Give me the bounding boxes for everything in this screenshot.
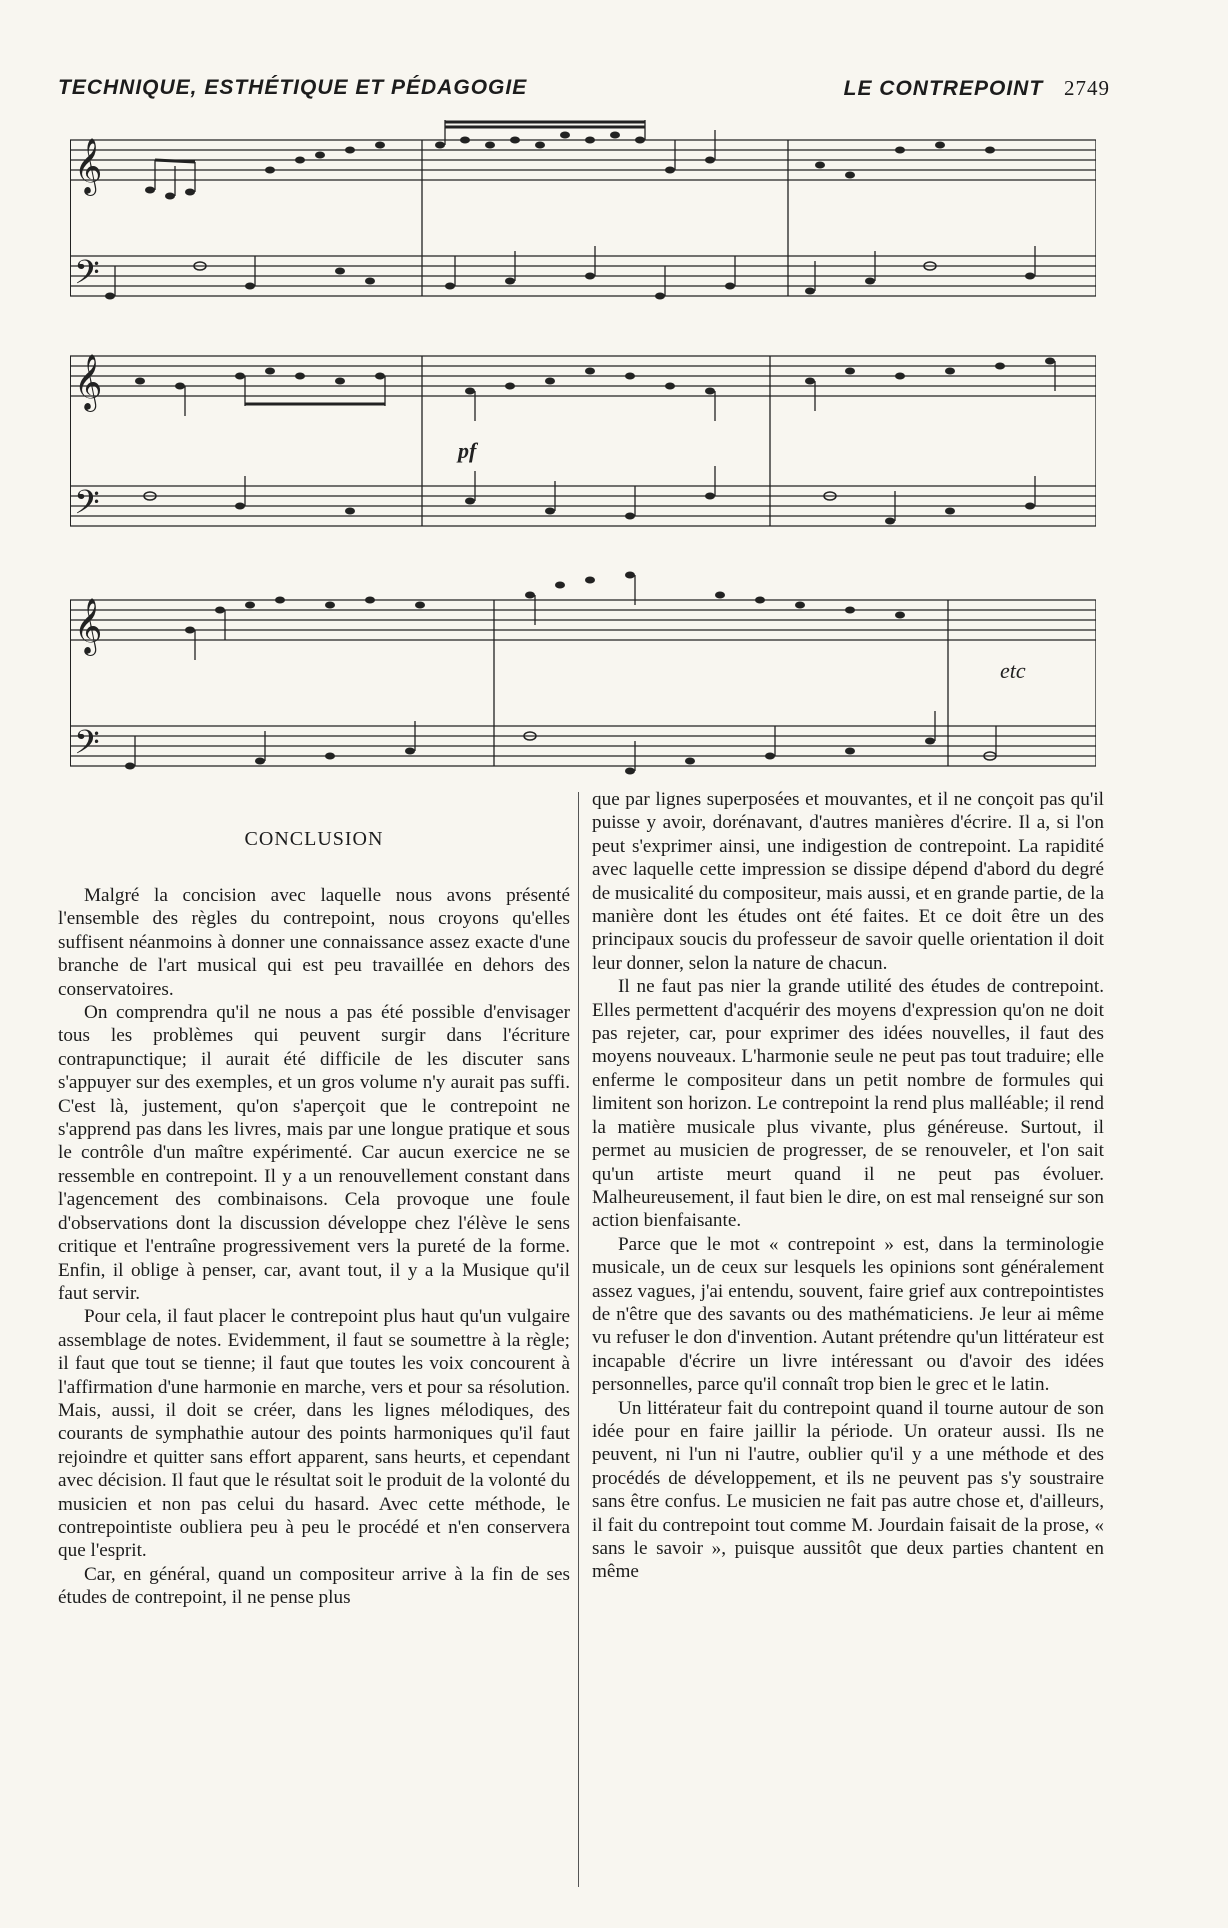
svg-text:𝄢: 𝄢 [74,724,100,769]
header-chapter-title: LE CONTREPOINT [843,77,1044,100]
etc-mark: etc [1000,658,1026,683]
music-staff-system-1 [70,118,1096,318]
paragraph-continuation: que par lignes superposées et mouvantes, et il ne conçoit pas qu'il puisse y avoir, dorénavant, d'autres manières d'écrire. Il a, si l'on peut s'exprimer ainsi, une indigestion de contrepoint. La rapidité avec laquelle cette impression se dissipe dépend d'abord du degré de musicalité du compositeur, mais aussi, et en grande partie, de la manière dont les études ont été faites. Et ce doit être un des principaux soucis du professeur de savoir quelle orientation il doit leur donner, selon la nature de chacun. [592,789,1104,974]
music-system-1 [70,118,1096,318]
header-section-title: TECHNIQUE, ESTHÉTIQUE ET PÉDAGOGIE [58,76,528,99]
svg-text:𝄞: 𝄞 [74,356,103,409]
paragraph: Il ne faut pas nier la grande utilité des études de contrepoint. Elles permettent d'acquérir des moyens d'expression qu'on ne doit pas rejeter, car, pour exprimer des idées nouvelles, il faut des moyens nouveaux. L'harmonie seule ne peut pas tout traduire; elle enferme le compositeur dans un petit nombre de formules qui limitent son horizon. Le contrepoint la rend plus malléable; il rend la matière musicale plus vivante, plus généreuse. Surtout, il permet au musicien de progresser, de se renouveler, et l'on sait qu'un artiste meurt quand il ne peut pas évoluer. Malheureusement, il faut bien le dire, on est mal renseigné sur son action bienfaisante. [592,976,1104,1232]
music-system-2 [70,346,1096,546]
svg-text:𝄢: 𝄢 [74,254,100,299]
music-staff-system-2 [70,346,1096,546]
section-title: CONCLUSION [244,828,384,850]
music-system-3 [70,568,1096,778]
right-column [592,788,1104,1584]
header-right [844,76,1110,101]
svg-text:𝄢: 𝄢 [74,484,100,529]
music-staff-system-3 [70,568,1096,778]
left-column [58,884,570,1610]
paragraph: Un littérateur fait du contrepoint quand il tourne autour de son idée pour en faire jaillir la période. Un orateur aussi. Ils ne peuvent, ni l'un ni l'autre, oublier qu'il y a une méthode et des procédés de développement, et ils ne peuvent pas s'y soustraire sans être confus. Le musicien ne fait pas autre chose et, d'ailleurs, il fait du contrepoint tout comme M. Jourdain faisait de la prose, « sans le savoir », puisque aussitôt que deux parties chantent en même [592,1397,1104,1583]
dynamic-mark: pf [458,438,477,463]
svg-text:𝄞: 𝄞 [74,600,103,653]
paragraph: Pour cela, il faut placer le contrepoint plus haut qu'un vulgaire assemblage de notes. Evidemment, il faut se soumettre à la règle; il faut que tout se tienne; il faut que toutes les voix concourent à l'affirmation d'une harmonie en marche, vers et pour sa résolution. Mais, aussi, il doit se créer, dans les lignes mélodiques, des courants de symphathie autour des points harmoniques qu'il faut rejoindre et quitter sans effort apparent, sans heurts, et cependant avec décision. Il faut que le résultat soit le produit de la volonté du musicien et non pas celui du hasard. Avec cette méthode, le contrepointiste oubliera peu à peu le procédé et n'en conservera que l'esprit. [58,1306,570,1562]
paragraph: Malgré la concision avec laquelle nous avons présenté l'ensemble des règles du contrepoint, nous croyons qu'elles suffisent néanmoins à donner une connaissance assez exacte d'une branche de l'art musical qui est peu travaillée en dehors des conservatoires. [58,885,570,1000]
page-number: 2749 [1064,76,1110,100]
paragraph: Parce que le mot « contrepoint » est, dans la terminologie musicale, un de ceux sur lesquels les opinions sont généralement assez vagues, j'ai entendu, souvent, faire grief aux contrepointistes de n'être que des savants ou des mathématiciens. Je leur ai même vu refuser le don d'invention. Autant prétendre qu'un littérateur est incapable d'écrire un livre intéressant ou d'avoir des idées personnelles, parce qu'il connaît trop bien le grec et le latin. [592,1233,1104,1396]
svg-text:𝄞: 𝄞 [74,140,103,193]
paragraph: Car, en général, quand un compositeur arrive à la fin de ses études de contrepoint, il ne pense plus [58,1563,570,1609]
running-header [58,68,1110,104]
column-divider [578,792,579,1887]
paragraph: On comprendra qu'il ne nous a pas été possible d'envisager tous les problèmes qui peuvent surgir dans l'écriture contrapunctique; il aurait été difficile de les discuter sans s'appuyer sur des exemples, et un gros volume n'y aurait pas suffi. C'est là, justement, qu'on s'aperçoit que le contrepoint ne s'apprend pas dans les livres, mais par une longue pratique et sous le contrôle d'un maître expérimenté. Car aucun exercice ne se ressemble en contrepoint. Il y a un renouvellement constant dans l'agencement des combinaisons. Cela provoque une foule d'observations dont la discussion développe chez l'élève le sens critique et l'entraîne progressivement vers la pureté de la forme. Enfin, il oblige à penser, car, avant tout, il y a la Musique qu'il faut servir. [58,1002,570,1304]
